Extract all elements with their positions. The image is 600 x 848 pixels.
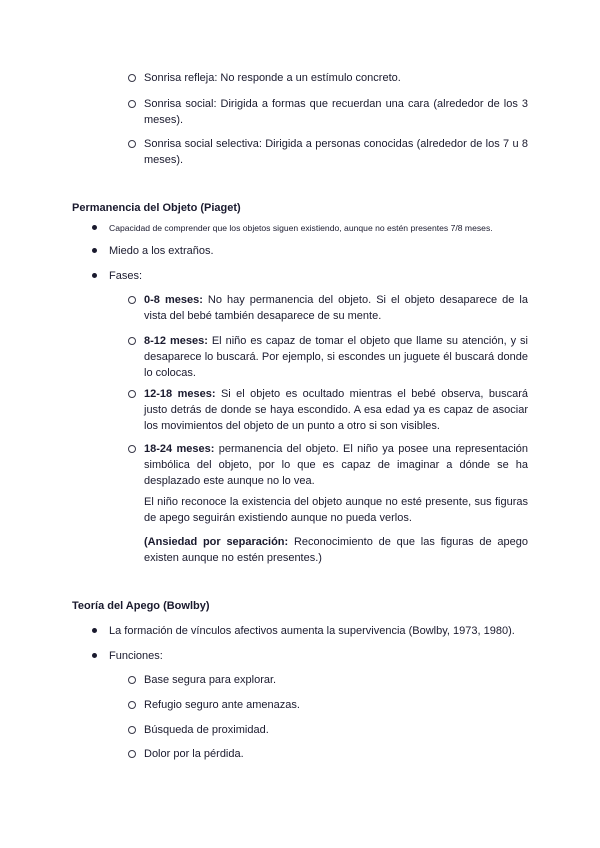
list-item (92, 220, 532, 236)
bullet-text: Miedo a los extraños. (109, 245, 214, 257)
phase-label: 0-8 meses: (144, 294, 203, 306)
phase-text: El niño es capaz de tomar el objeto que llame su atención, y si desaparece lo buscará. Por ejemplo, si escondes un juguete él buscará donde lo colocas. (144, 335, 528, 379)
bullet-text: La formación de vínculos afectivos aumenta la supervivencia (Bowlby, 1973, 1980). (109, 625, 515, 637)
function-item (128, 697, 528, 713)
list-item (92, 243, 532, 259)
phase-label: 8-12 meses: (144, 335, 208, 347)
anxiety-paragraph (144, 534, 528, 566)
hollow-bullet-icon (128, 701, 136, 709)
list-item (128, 96, 528, 128)
bullet-text: Capacidad de comprender que los objetos siguen existiendo, aunque no estén presentes 7/8 meses. (109, 223, 493, 233)
section-heading: Permanencia del Objeto (Piaget) (72, 202, 241, 214)
bullet-icon (92, 248, 97, 253)
list-item (92, 268, 532, 284)
section-heading: Teoría del Apego (Bowlby) (72, 600, 210, 612)
list-item (92, 623, 532, 639)
anxiety-text: Reconocimiento de que las figuras de apego existen aunque no estén presentes.) (144, 536, 528, 564)
function-text: Refugio seguro ante amenazas. (144, 699, 300, 711)
hollow-bullet-icon (128, 445, 136, 453)
function-text: Base segura para explorar. (144, 674, 277, 686)
hollow-bullet-icon (128, 296, 136, 304)
bullet-text: Funciones: (109, 650, 163, 662)
phase-text: Si el objeto es ocultado mientras el bebé observa, buscará justo detrás de donde se haya escondido. A esa edad ya es capaz de asociar los movimientos del objeto de un punto a otro si son visibles. (144, 388, 528, 432)
list-item (92, 648, 532, 664)
hollow-bullet-icon (128, 676, 136, 684)
hollow-bullet-icon (128, 140, 136, 148)
anxiety-label: (Ansiedad por separación: (144, 536, 289, 548)
phase-item (128, 292, 528, 324)
function-item (128, 672, 528, 688)
bullet-icon (92, 225, 97, 230)
list-item (128, 70, 528, 86)
note-paragraph: El niño reconoce la existencia del objeto aunque no esté presente, sus figuras de apego seguirán existiendo aunque no pueda verlos. (144, 496, 528, 524)
phase-text: permanencia del objeto. El niño ya posee una representación simbólica del objeto, por lo que es capaz de imaginar a dónde se ha desplazado este aunque no lo vea. (144, 443, 528, 487)
phase-text: No hay permanencia del objeto. Si el objeto desaparece de la vista del bebé también desaparece de su mente. (144, 294, 528, 322)
hollow-bullet-icon (128, 390, 136, 398)
hollow-bullet-icon (128, 337, 136, 345)
smile-type-text: Sonrisa refleja: No responde a un estímulo concreto. (144, 72, 401, 84)
hollow-bullet-icon (128, 750, 136, 758)
phase-item (128, 441, 528, 489)
hollow-bullet-icon (128, 100, 136, 108)
hollow-bullet-icon (128, 726, 136, 734)
phase-label: 18-24 meses: (144, 443, 215, 455)
function-item (128, 746, 528, 762)
list-item (128, 136, 528, 168)
phase-item (128, 333, 528, 381)
phase-item (128, 386, 528, 434)
function-text: Búsqueda de proximidad. (144, 724, 269, 736)
bullet-icon (92, 273, 97, 278)
hollow-bullet-icon (128, 74, 136, 82)
function-item (128, 722, 528, 738)
smile-type-text: Sonrisa social: Dirigida a formas que recuerdan una cara (alrededor de los 3 meses). (144, 98, 528, 126)
bullet-text: Fases: (109, 270, 143, 282)
bullet-icon (92, 653, 97, 658)
bullet-icon (92, 628, 97, 633)
smile-type-text: Sonrisa social selectiva: Dirigida a personas conocidas (alrededor de los 7 u 8 meses). (144, 138, 528, 166)
function-text: Dolor por la pérdida. (144, 748, 244, 760)
phase-label: 12-18 meses: (144, 388, 216, 400)
